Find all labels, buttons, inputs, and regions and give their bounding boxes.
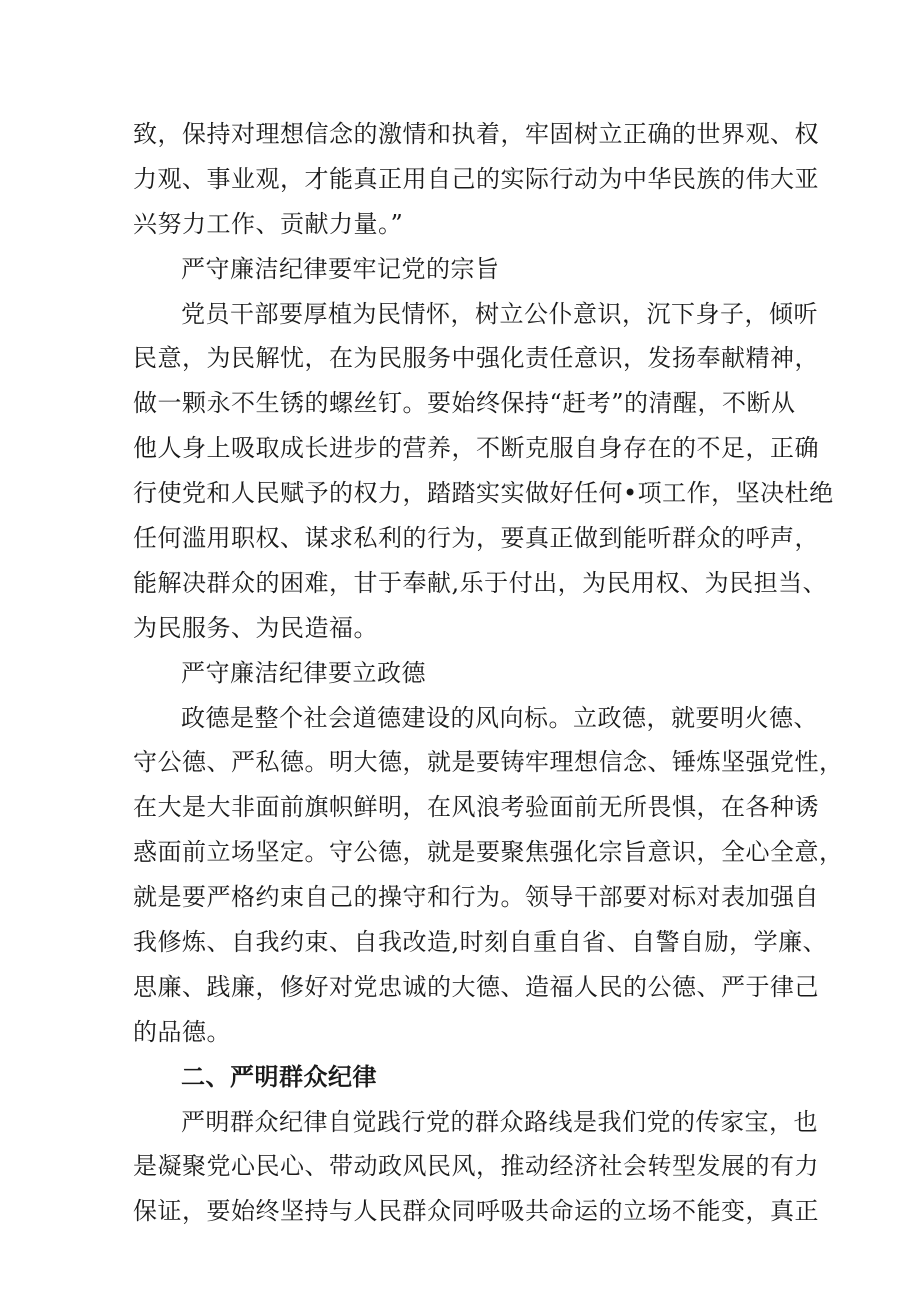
paragraph-first-line: 党员干部要厚植为民情怀，树立公仆意识，沉下身子，倾听: [181, 299, 818, 328]
paragraph-line: 思廉、践廉，修好对党忠诚的大德、造福人民的公德、严于律己: [133, 972, 819, 1001]
paragraph-line: 行使党和人民赋予的权力，踏踏实实做好任何•项工作，坚决杜绝: [133, 479, 834, 508]
paragraph-line: 能解决群众的困难，甘于奉献,乐于付出，为民用权、为民担当、: [133, 568, 828, 597]
paragraph-line: 他人身上吸取成长进步的营养，不断克服自身存在的不足，正确: [133, 434, 819, 463]
section-heading: 二、严明群众纪律: [181, 1062, 377, 1091]
paragraph-line: 就是要严格约束自己的操守和行为。领导干部要对标对表加强自: [133, 883, 819, 912]
paragraph-line: 我修炼、自我约束、自我改造,时刻自重自省、自警自励，学廉、: [133, 928, 828, 957]
paragraph-line: 力观、事业观，才能真正用自己的实际行动为中华民族的伟大亚: [133, 164, 819, 193]
paragraph-line: 做一颗永不生锈的螺丝钉。要始终保持“赶考”的清醒，不断从: [133, 389, 796, 418]
paragraph-first-line: 严守廉洁纪律要牢记党的宗旨: [181, 254, 500, 283]
paragraph-line: 保证，要始终坚持与人民群众同呼吸共命运的立场不能变，真正: [133, 1197, 819, 1226]
paragraph-line: 民意，为民解忧，在为民服务中强化责任意识，发扬奉献精神，: [133, 344, 819, 373]
paragraph-line: 为民服务、为民造福。: [133, 613, 378, 642]
paragraph-line: 致，保持对理想信念的激情和执着，牢固树立正确的世界观、权: [133, 120, 819, 148]
paragraph-line: 守公德、严私德。明大德，就是要铸牢理想信念、锤炼坚强党性，: [133, 748, 844, 777]
paragraph-line: 在大是大非面前旗帜鲜明，在风浪考验面前无所畏惧，在各种诱: [133, 793, 819, 822]
paragraph-line: 的品德。: [133, 1017, 231, 1046]
paragraph-line: 惑面前立场坚定。守公德，就是要聚焦强化宗旨意识，全心全意，: [133, 838, 844, 867]
paragraph-first-line: 严守廉洁纪律要立政德: [181, 658, 426, 687]
paragraph-line: 是凝聚党心民心、带动政风民风，推动经济社会转型发展的有力: [133, 1152, 819, 1181]
paragraph-line: 任何滥用职权、谋求私利的行为，要真正做到能听群众的呼声，: [133, 524, 819, 553]
document-body: [133, 112, 844, 1234]
paragraph-first-line: 政德是整个社会道德建设的风向标。立政德，就要明火德、: [181, 703, 818, 732]
paragraph-line: 兴努力工作、贡献力量。”: [133, 209, 404, 238]
paragraph-first-line: 严明群众纪律自觉践行党的群众路线是我们党的传家宝，也: [181, 1107, 818, 1136]
